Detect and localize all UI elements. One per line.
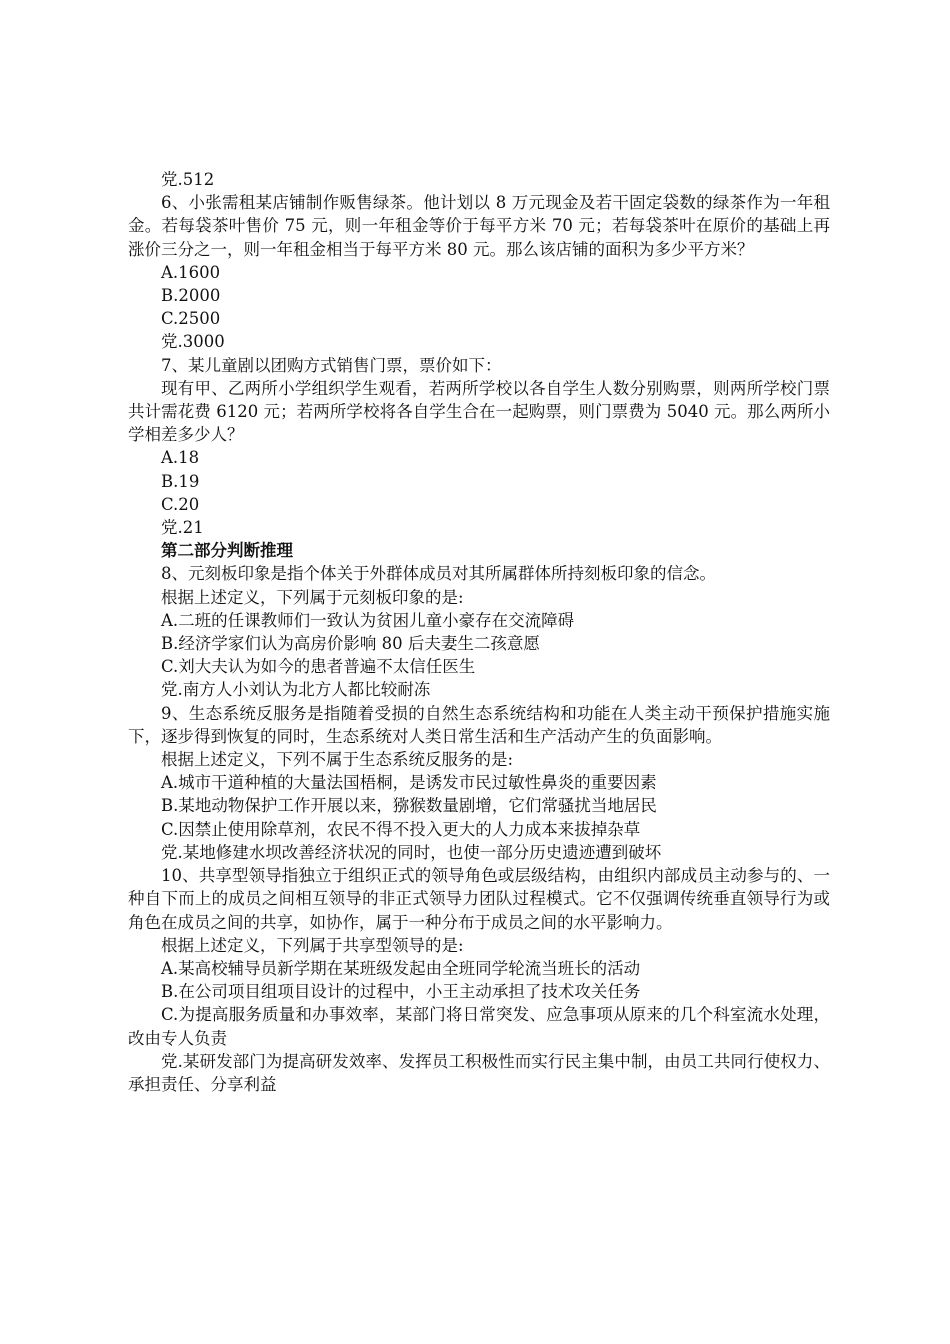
- document-body: [128, 168, 830, 1096]
- answer-option: B.某地动物保护工作开展以来，猕猴数量剧增，它们常骚扰当地居民: [161, 796, 657, 816]
- answer-option: 党.南方人小刘认为北方人都比较耐冻: [161, 680, 431, 700]
- answer-option: B.在公司项目组项目设计的过程中，小王主动承担了技术攻关任务: [161, 982, 641, 1002]
- answer-option: 党.3000: [161, 332, 225, 352]
- question-text: 根据上述定义，下列不属于生态系统反服务的是:: [161, 750, 514, 770]
- answer-option: A.二班的任课教师们一致认为贫困儿童小豪存在交流障碍: [161, 610, 575, 630]
- answer-option: B.2000: [161, 286, 221, 306]
- answer-option: A.城市干道种植的大量法国梧桐，是诱发市民过敏性鼻炎的重要因素: [161, 773, 657, 793]
- section-heading: 第二部分判断推理: [161, 541, 293, 561]
- question-text: 10、共享型领导指独立于组织正式的领导角色或层级结构，由组织内部成员主动参与的、一种自下而上的成员之间相互领导的非正式领导力团队过程模式。它不仅强调传统垂直领导行为或角色在成员之间的共享，如协作，属于一种分布于成员之间的水平影响力。: [128, 866, 830, 932]
- answer-option: C.因禁止使用除草剂，农民不得不投入更大的人力成本来拔掉杂草: [161, 819, 641, 839]
- question-text: 根据上述定义，下列属于共享型领导的是:: [161, 935, 464, 955]
- question-text: 现有甲、乙两所小学组织学生观看，若两所学校以各自学生人数分别购票，则两所学校门票共计需花费 6120 元；若两所学校将各自学生合在一起购票，则门票费为 5040 元。那么两所小学相差多少人？: [128, 378, 830, 445]
- answer-option: A.18: [161, 448, 200, 468]
- answer-option: 党.21: [161, 518, 204, 538]
- question-text: 9、生态系统反服务是指随着受损的自然生态系统结构和功能在人类主动干预保护措施实施下，逐步得到恢复的同时，生态系统对人类日常生活和生产活动产生的负面影响。: [128, 703, 830, 746]
- answer-option: 党.512: [161, 170, 215, 189]
- answer-option: B.19: [161, 471, 200, 491]
- answer-option: B.经济学家们认为高房价影响 80 后夫妻生二孩意愿: [161, 634, 540, 654]
- answer-option: C.刘大夫认为如今的患者普遍不太信任医生: [161, 657, 476, 677]
- answer-option: 党.某地修建水坝改善经济状况的同时，也使一部分历史遗迹遭到破坏: [161, 842, 662, 862]
- answer-option: C.20: [161, 494, 200, 514]
- question-text: 根据上述定义，下列属于元刻板印象的是:: [161, 587, 464, 607]
- question-text: 6、小张需租某店铺制作贩售绿茶。他计划以 8 万元现金及若干固定袋数的绿茶作为一年租金。若每袋茶叶售价 75 元，则一年租金等价于每平方米 70 元；若每袋茶叶在原价的基础上再涨价三分之一，则一年租金相当于每平方米 80 元。那么该店铺的面积为多少平方米？: [128, 193, 830, 259]
- answer-option: A.某高校辅导员新学期在某班级发起由全班同学轮流当班长的活动: [161, 958, 641, 978]
- answer-option: A.1600: [161, 262, 221, 282]
- question-text: 7、某儿童剧以团购方式销售门票，票价如下：: [161, 355, 502, 375]
- answer-option: C.为提高服务质量和办事效率，某部门将日常突发、应急事项从原来的几个科室流水处理，改由专人负责: [128, 1005, 830, 1048]
- question-text: 8、元刻板印象是指个体关于外群体成员对其所属群体所持刻板印象的信念。: [161, 564, 716, 584]
- answer-option: C.2500: [161, 309, 221, 329]
- answer-option: 党.某研发部门为提高研发效率、发挥员工积极性而实行民主集中制，由员工共同行使权力、承担责任、分享利益: [128, 1051, 830, 1094]
